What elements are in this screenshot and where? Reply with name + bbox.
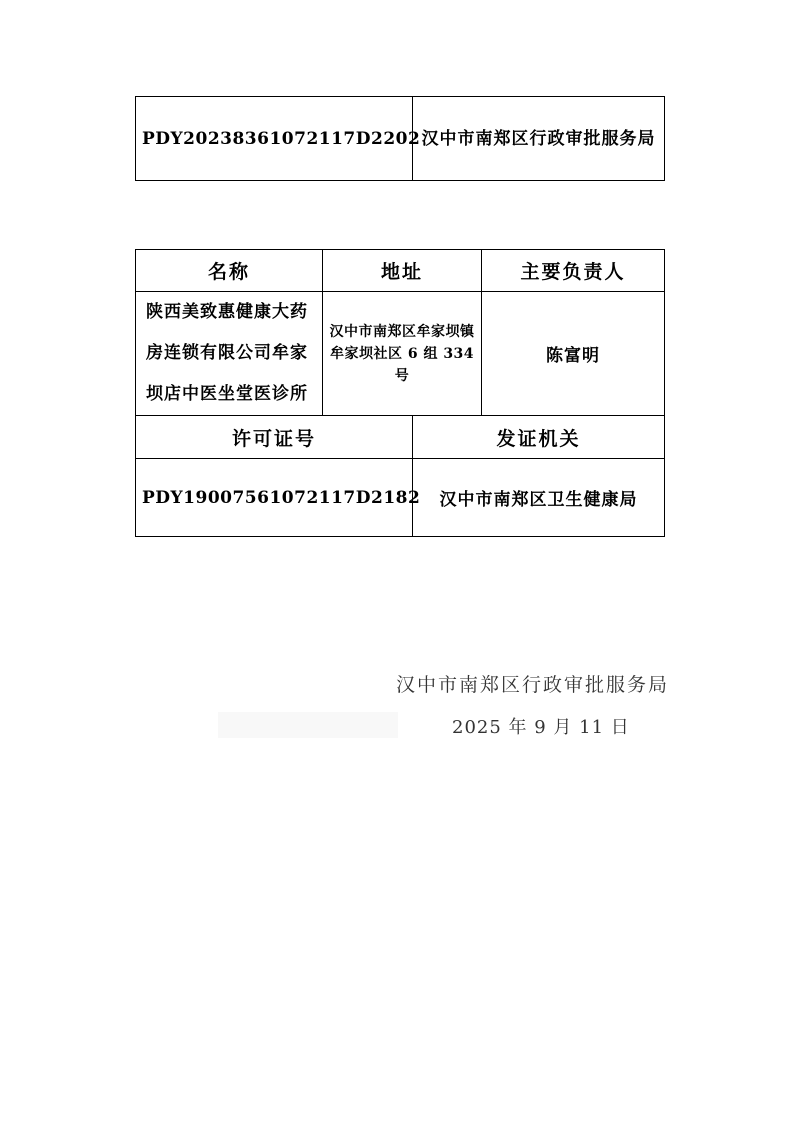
table-row [136,292,665,416]
license-number-cell: PDY19007561072117D2182 [136,459,413,537]
license-table-top [135,96,665,181]
table-header-row [136,416,665,459]
table-header-row [136,250,665,292]
clinic-name-cell: 陕西美致惠健康大药房连锁有限公司牟家坝店中医坐堂医诊所 [136,292,323,416]
license-number-cell: PDY20238361072117D2202 [136,97,413,181]
header-license-number: 许可证号 [136,416,413,459]
clinic-info-table [135,249,665,537]
header-address: 地址 [323,250,482,292]
header-name: 名称 [136,250,323,292]
responsible-person-cell: 陈富明 [482,292,665,416]
table-row [136,97,665,181]
signature-date: 2025 年 9 月 11 日 [452,717,630,738]
signature-organization: 汉中市南郑区行政审批服务局 [396,674,670,696]
issuer-cell: 汉中市南郑区卫生健康局 [413,459,665,537]
header-person: 主要负责人 [482,250,665,292]
clinic-address-cell: 汉中市南郑区牟家坝镇牟家坝社区 6 组 334 号 [323,292,482,416]
table-row [136,459,665,537]
header-issuer: 发证机关 [413,416,665,459]
background-smudge [218,712,398,738]
issuer-cell: 汉中市南郑区行政审批服务局 [413,97,665,181]
